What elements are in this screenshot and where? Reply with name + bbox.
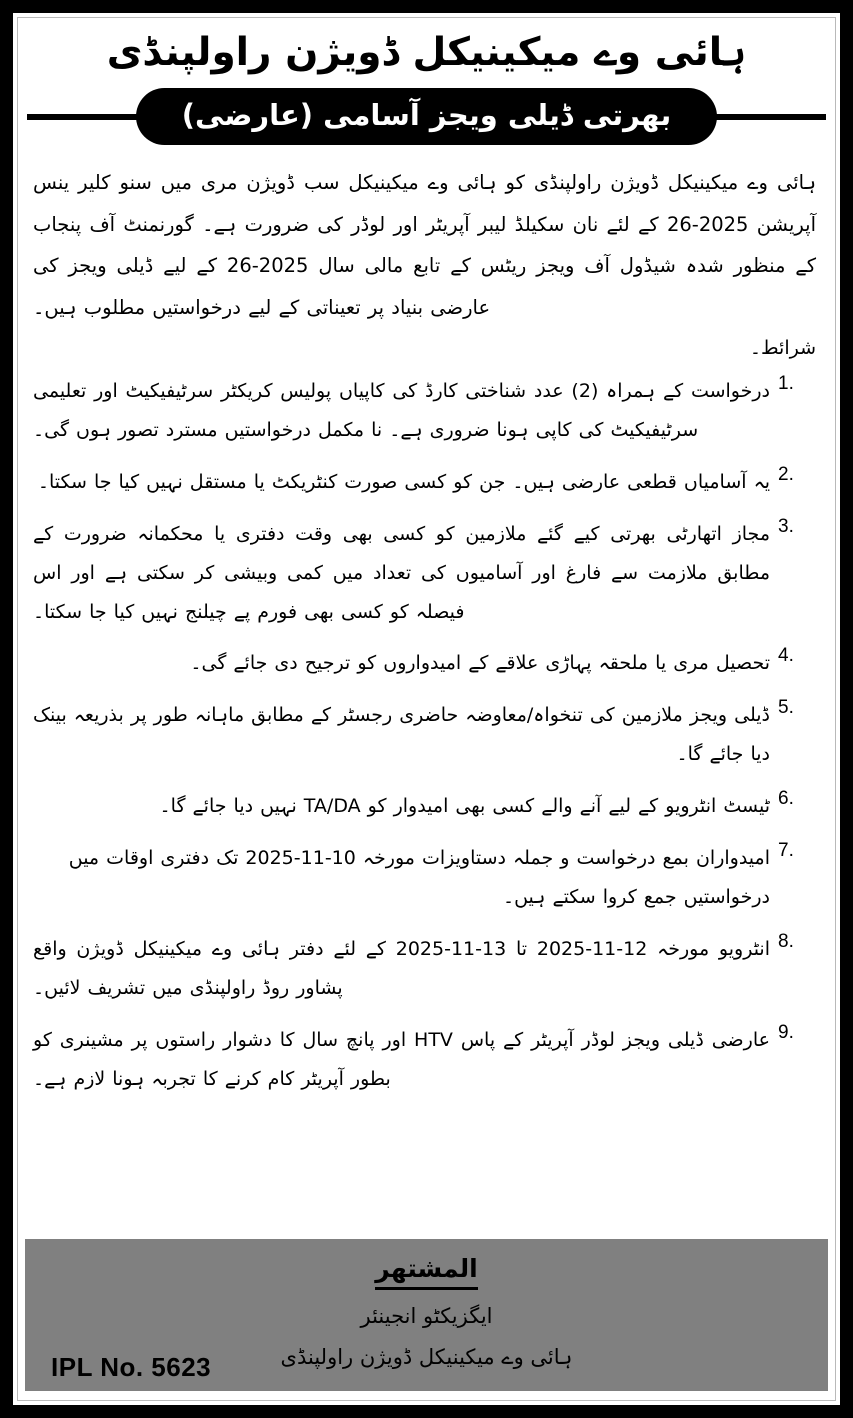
condition-number: 1. [778, 372, 794, 394]
condition-text: ڈیلی ویجز ملازمین کی تنخواہ/معاوضہ حاضری رجسٹر کے مطابق ماہانہ طور پر بذریعہ بینک دیا جائے گا۔ [33, 704, 770, 766]
conditions-heading: شرائط۔ [749, 337, 816, 360]
introduction-paragraph: ہائی وے میکینیکل ڈویژن راولپنڈی کو ہائی وے میکینیکل سب ڈویژن مری میں سنو کلیر ینس آپریشن 2025-26 کے لئے نان سکیلڈ لیبر آپریٹر اور لوڈر کی ضرورت ہے۔ گورنمنٹ آف پنجاب کے منظور شدہ شیڈول آف ویجز ریٹس کے تابع مالی سال 2025-26 کے لیے ڈیلی ویجز کی عارضی بنیاد پر تعیناتی کے لیے درخواستیں مطلوب ہیں۔ [33, 170, 817, 320]
organization-title: ہائی وے میکینیکل ڈویژن راولپنڈی [106, 30, 747, 75]
footer-band [25, 1239, 828, 1391]
condition-item [33, 930, 816, 1008]
condition-number: 8. [778, 931, 794, 953]
advertiser-label-wrap [25, 1253, 828, 1290]
banner-rule-left [27, 114, 142, 120]
recruitment-banner-label: بھرتی ڈیلی ویجز آسامی (عارضی) [136, 88, 717, 145]
condition-item [33, 644, 816, 683]
condition-item [33, 463, 816, 502]
condition-text: تحصیل مری یا ملحقہ پہاڑی علاقے کے امیدواروں کو ترجیح دی جائے گی۔ [190, 652, 770, 675]
condition-text: امیدواران بمع درخواست و جملہ دستاویزات مورخہ 10-11-2025 تک دفتری اوقات میں درخواستیں جمع کروا سکتے ہیں۔ [68, 847, 770, 909]
signatory-office: ہائی وے میکینیکل ڈویژن راولپنڈی [280, 1344, 573, 1369]
condition-number: 4. [778, 645, 794, 667]
body-area [21, 148, 832, 1229]
condition-text: انٹرویو مورخہ 12-11-2025 تا 13-11-2025 کے لئے دفتر ہائی وے میکینیکل ڈویژن واقع پشاور روڈ راولپنڈی میں تشریف لائیں۔ [33, 938, 770, 1000]
condition-number: 7. [778, 840, 794, 862]
condition-item [33, 696, 816, 774]
condition-item [33, 839, 816, 917]
condition-item [33, 787, 816, 826]
page-content [21, 21, 832, 1397]
banner-rule-right [711, 114, 826, 120]
condition-number: 3. [778, 515, 794, 537]
condition-item [33, 1021, 816, 1099]
masthead [21, 21, 832, 148]
signatory-designation: ایگزیکٹو انجینئر [360, 1303, 493, 1328]
condition-number: 9. [778, 1021, 794, 1043]
ipl-number: IPL No. 5623 [51, 1352, 212, 1382]
conditions-list [33, 372, 816, 1099]
advertiser-label: المشتهر [375, 1253, 477, 1290]
condition-number: 5. [778, 697, 794, 719]
condition-item [33, 372, 816, 450]
condition-text: مجاز اتھارٹی بھرتی کیے گئے ملازمین کو کسی بھی وقت دفتری یا محکمانہ ضرورت کے مطابق ملازمت سے فارغ اور آسامیوں کی تعداد میں کمی وبیشی کر سکتی ہے اور اس فیصلہ کو کسی بھی فورم پے چیلنج نہیں کیا جا سکتا۔ [33, 522, 770, 623]
condition-item [33, 515, 816, 632]
condition-number: 6. [778, 788, 794, 810]
condition-number: 2. [778, 463, 794, 485]
condition-text: عارضی ڈیلی ویجز لوڈر آپریٹر کے پاس HTV اور پانچ سال کا دشوار راستوں پر مشینری کو بطور آپریٹر کام کرنے کا تجربہ ہونا لازم ہے۔ [33, 1028, 770, 1090]
condition-text: درخواست کے ہمراہ (2) عدد شناختی کارڈ کی کاپیاں پولیس کریکٹر سرٹیفیکیٹ اور تعلیمی سرٹیفیکیٹ کی کاپی ہونا ضروری ہے۔ نا مکمل درخواستیں مسترد تصور ہوں گی۔ [33, 379, 770, 441]
banner-row [27, 86, 826, 148]
condition-text: یہ آسامیاں قطعی عارضی ہیں۔ جن کو کسی صورت کنٹریکٹ یا مستقل نہیں کیا جا سکتا۔ [37, 470, 770, 493]
condition-text: ٹیسٹ انٹرویو کے لیے آنے والے کسی بھی امیدوار کو TA/DA نہیں دیا جائے گا۔ [159, 795, 770, 818]
